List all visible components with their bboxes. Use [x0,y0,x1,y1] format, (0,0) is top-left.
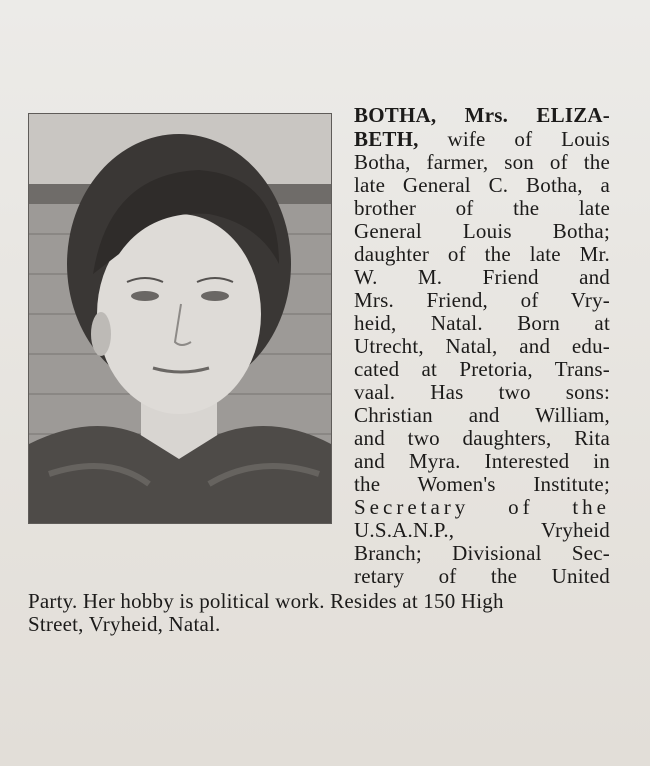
entry-line-4: brother of the late [354,196,610,220]
entry-line-13: Christian and William, [354,403,610,427]
entry-heading [354,104,610,127]
entry-line-6: daughter of the late Mr. [354,242,610,266]
entry-line-21: Party. Her hobby is political work. Resides at 150 High [28,589,504,613]
entry-line-17: Secretary of the [354,495,610,519]
entry-line-16: the Women's Institute; [354,472,610,496]
entry-line-15: and Myra. Interested in [354,449,610,473]
entry-line-3: late General C. Botha, a [354,173,610,197]
portrait-photo [28,113,332,524]
entry-line-5: General Louis Botha; [354,219,610,243]
entry-line-11: cated at Pretoria, Trans- [354,357,610,381]
entry-line-7: W. M. Friend and [354,265,610,289]
entry-line-19: Branch; Divisional Sec- [354,541,610,565]
entry-line-10: Utrecht, Natal, and edu- [354,334,610,358]
entry-line-9: heid, Natal. Born at [354,311,610,335]
entry-line-1 [354,128,610,151]
entry-line-14: and two daughters, Rita [354,426,610,450]
entry-line-2: Botha, farmer, son of the [354,150,610,174]
entry-line-8: Mrs. Friend, of Vry- [354,288,610,312]
entry-heading-name: BOTHA, Mrs. ELIZA- [354,103,610,127]
entry-heading-name-end: BETH, [354,127,419,151]
entry-line-22: Street, Vryheid, Natal. [28,612,221,636]
entry-line-12: vaal. Has two sons: [354,380,610,404]
entry-line-18: U.S.A.N.P., Vryheid [354,518,610,542]
entry-line-20: retary of the United [354,564,610,588]
entry-text: wife of Louis [447,127,611,151]
